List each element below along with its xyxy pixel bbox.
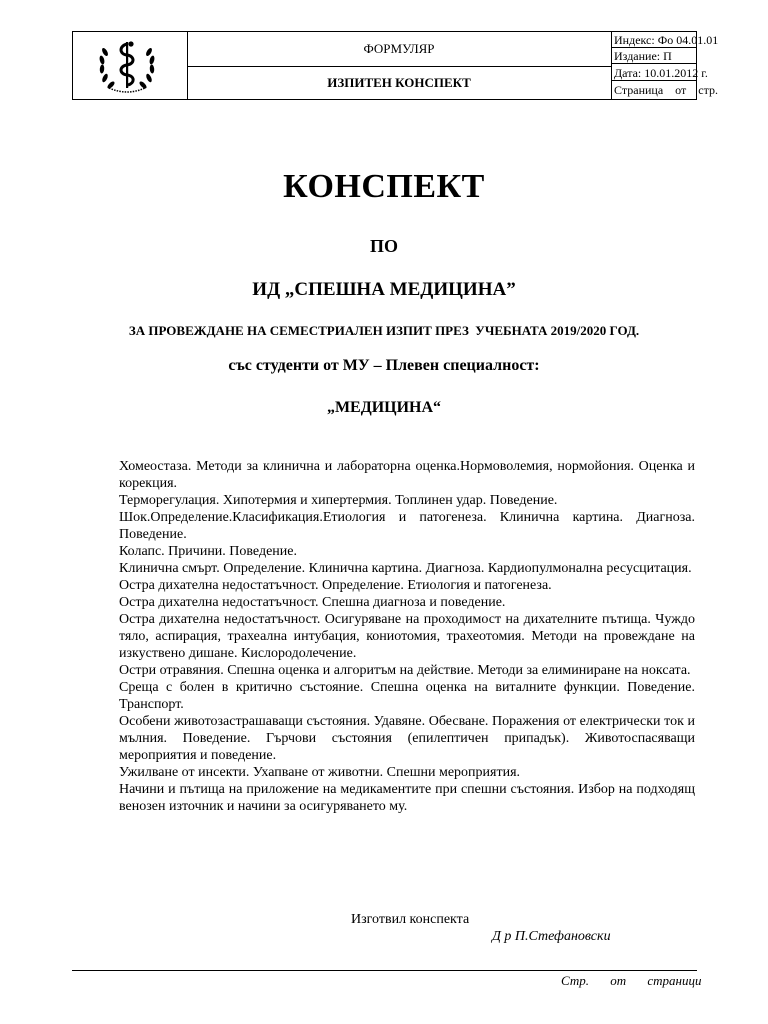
header-middle [187, 32, 612, 99]
author: Д р П.Стефановски [492, 929, 611, 944]
doc-edition: Издание: П [611, 48, 696, 64]
page-title: КОНСПЕКТ [283, 168, 485, 205]
specialty: „МЕДИЦИНА“ [326, 399, 442, 416]
exam-line: ЗА ПРОВЕЖДАНЕ НА СЕМЕСТРИАЛЕН ИЗПИТ ПРЕЗ УЧЕБНАТА 2019/2020 ГОД. [128, 323, 640, 338]
topic-item: Остра дихателна недостатъчност. Спешна диагноза и поведение. [119, 595, 506, 610]
doc-index: Индекс: Фо 04.01.01 [611, 32, 696, 48]
topic-item: Остра дихателна недостатъчност. Осигуряване на проходимост на дихателните пътища. Чуждо тяло, аспирация, трахеална интубация, кониотомия, трахеотомия. Методи на провеждане на изкуствено дишане. Кислородолечение. [119, 612, 695, 661]
subject-title: ИД „СПЕШНА МЕДИЦИНА” [252, 279, 516, 300]
footer-divider [72, 970, 697, 971]
topic-item: Остри отравяния. Спешна оценка и алгоритъм на действие. Методи за елиминиране на ноксата. [119, 663, 691, 678]
topic-item: Клинична смърт. Определение. Клинична картина. Диагноза. Кардиопулмонална ресусцитация. [119, 561, 692, 576]
topic-item: Терморегулация. Хипотермия и хипертермия. Топлинен удар. Поведение. [119, 493, 558, 508]
university-seal-icon [95, 38, 159, 94]
header-table [72, 31, 719, 100]
page-footer: Стр. от страници [561, 973, 702, 988]
topic-item: Среща с болен в критично състояние. Спешна оценка на виталните функции. Поведение. Транспорт. [119, 680, 695, 712]
topic-item: Колапс. Причини. Поведение. [119, 544, 298, 559]
doc-type: ИЗПИТЕН КОНСПЕКТ [327, 75, 471, 90]
doc-page: Страница от стр. [614, 83, 718, 97]
doc-date: Дата: 10.01.2012 г. [611, 65, 696, 81]
topic-item: Хомеостаза. Методи за клинична и лабораторна оценка.Нормоволемия, нормойония. Оценка и корекция. [119, 459, 695, 491]
topic-item: Ужилване от инсекти. Ухапване от животни. Спешни мероприятия. [119, 765, 521, 780]
topic-item: Особени животозастрашаващи състояния. Удавяне. Обесване. Поражения от електрически ток и мълния. Поведение. Гърчови състояния (епилептичен припадък). Животоспасяващи мероприятия и поведение. [119, 714, 695, 763]
topic-item: Остра дихателна недостатъчност. Определение. Етиология и патогенеза. [119, 578, 552, 593]
form-label: ФОРМУЛЯР [187, 32, 611, 67]
prepared-by: Изготвил конспекта [351, 912, 470, 927]
logo-cell [73, 32, 188, 99]
students-line: със студенти от МУ – Плевен специалност: [228, 357, 540, 374]
topic-item: Начини и пътища на приложение на медикаментите при спешни състояния. Избор на подходящ венозен източник и начини за осигуряването му. [119, 782, 695, 814]
title-po: ПО [369, 236, 398, 256]
topics-list [119, 458, 695, 815]
topic-item: Шок.Определение.Класификация.Етиология и патогенеза. Клинична картина. Диагноза. Поведение. [119, 510, 695, 542]
header-meta [611, 32, 719, 99]
